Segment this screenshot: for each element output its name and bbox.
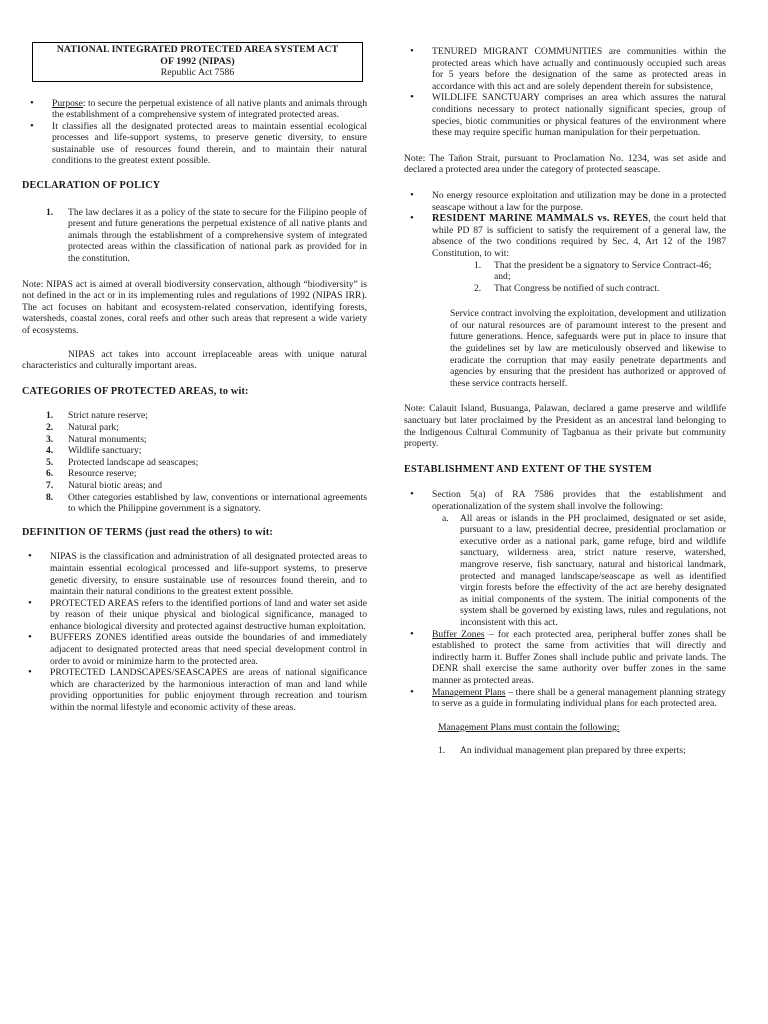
- conditions-list: [474, 260, 726, 295]
- declaration-list: [22, 207, 367, 265]
- category-text: Other categories established by law, conventions or international agreements to which the Philippine government is a signatory.: [68, 491, 367, 515]
- declaration-heading: DECLARATION OF POLICY: [22, 180, 161, 192]
- category-number: 4.: [46, 445, 54, 457]
- management-plan-item: [438, 745, 726, 757]
- title-subtitle: Republic Act 7586: [160, 67, 235, 78]
- category-number: 2.: [46, 421, 54, 433]
- condition-item: [474, 260, 726, 283]
- tanon-bullets: [404, 190, 726, 260]
- categories-list: [22, 410, 367, 514]
- management-plans-label: Management Plans: [432, 686, 506, 698]
- category-text: Strict nature reserve;: [68, 410, 148, 422]
- title-box: [32, 42, 363, 82]
- category-item: [22, 492, 367, 515]
- intro-bullets: [24, 98, 367, 168]
- category-number: 1.: [46, 410, 54, 422]
- category-text: Protected landscape ad seascapes;: [68, 456, 199, 468]
- declaration-item-text: The law declares it as a policy of the state to secure for the Filipino people of present and future generations the perpetual existence of all native plants and animals through the establishment of a comprehensive system of integrated protected areas within the classification of national park as provided for in the constitution.: [68, 206, 367, 265]
- title-line-1: NATIONAL INTEGRATED PROTECTED AREA SYSTEM ACT: [56, 44, 339, 55]
- management-plans-text: – there shall be a general management planning strategy to serve as a guide in formulating individual plans for each protected area.: [432, 686, 726, 710]
- category-number: 7.: [46, 479, 54, 491]
- management-plans-list: [404, 745, 726, 757]
- section-5a-text: Section 5(a) of RA 7586 provides that the establishment and operationalization of the system shall involve the following:: [432, 489, 726, 512]
- definition-buffer-zones: • BUFFERS ZONES identified areas outside the boundaries of and immediately adjacent to designated protected areas that need special development control in order to avoid or minimize harm to the protected area.: [22, 632, 367, 667]
- category-text: Wildlife sanctuary;: [68, 445, 142, 457]
- case-text: , the court held that while PD 87 is sufficient to satisfy the requirement of a general law, the absence of the two conditions required by Sec. 4, Art 12 of the 1987 Constitution, to wit:: [432, 213, 726, 259]
- purpose-label: Purpose: [52, 97, 83, 109]
- declaration-item-number: 1.: [46, 206, 54, 218]
- category-item: [22, 422, 367, 434]
- definition-nipas: • NIPAS is the classification and administration of all designated protected areas to maintain essential ecological processed and life-support systems, to preserve genetic diversity, to ensure sustainable use of resources found therein, and to maintain their natural conditions to the greatest extent possible.: [22, 551, 367, 597]
- management-plan-text: An individual management plan prepared by three experts;: [460, 745, 686, 757]
- section-5a-bullet: [404, 489, 726, 628]
- nipas-note-2: NIPAS act takes into account irreplaceable areas with unique natural characteristics and culturally important areas.: [22, 348, 367, 372]
- management-plan-number: 1.: [438, 745, 446, 757]
- category-number: 3.: [46, 433, 54, 445]
- management-plans-bullet: [404, 687, 726, 710]
- service-contract-paragraph: Service contract involving the exploitation, development and utilization of our natural resources are of paramount interest to the present and future generations. Hence, safeguards were put in place to insure that the guidelines set by law are meticulously observed and likewise to eradicate the corruption that may easily penetrate departments and agencies by ensuring that the president has authorized or approved of these service contracts herself.: [450, 308, 726, 389]
- categories-heading: CATEGORIES OF PROTECTED AREAS, to wit:: [22, 385, 249, 397]
- condition-number: 2.: [474, 282, 482, 294]
- category-item: [22, 457, 367, 469]
- category-number: 8.: [46, 491, 54, 503]
- calauit-note: Note: Calauit Island, Busuanga, Palawan, declared a game preserve and wildlife sanctuary but later proclaimed by the President as an ancestral land belonging to the Indigenous Cultural Community of Tagbanua as their private but community property.: [404, 403, 726, 450]
- definition-protected-areas: • PROTECTED AREAS refers to the identified portions of land and water set aside by reason of their unique physical and biological significance, managed to enhance biological diversity and protected against destructive human exploitation.: [22, 598, 367, 633]
- establishment-heading: ESTABLISHMENT AND EXTENT OF THE SYSTEM: [404, 463, 652, 475]
- management-plans-subheading: Management Plans must contain the following:: [438, 721, 620, 733]
- condition-item: [474, 283, 726, 295]
- energy-bullet: • No energy resource exploitation and utilization may be done in a protected seascape without a law for the purpose.: [404, 190, 726, 213]
- definitions-list-continued: [404, 46, 726, 139]
- tanon-note: Note: The Tañon Strait, pursuant to Proclamation No. 1234, was set aside and declared a protected area under the category of protected seascape.: [404, 152, 726, 176]
- category-item: [22, 434, 367, 446]
- category-text: Natural monuments;: [68, 433, 147, 445]
- category-number: 6.: [46, 468, 54, 480]
- category-text: Natural park;: [68, 421, 119, 433]
- buffer-zones-label: Buffer Zones: [432, 628, 485, 640]
- condition-number: 1.: [474, 259, 482, 271]
- condition-text: That the president be a signatory to Service Contract-46; and;: [494, 259, 712, 283]
- left-column: [22, 0, 367, 714]
- classification-bullet: • It classifies all the designated protected areas to maintain essential ecological processes and life-support systems, to preserve genetic diversity, to ensure sustainable use of resources found therein, and to maintain their natural conditions to the greatest extent possible.: [24, 121, 367, 167]
- buffer-zones-bullet: [404, 629, 726, 687]
- sub-item-a: [442, 513, 726, 629]
- declaration-item: [22, 207, 367, 265]
- category-item: [22, 468, 367, 480]
- category-item: [22, 480, 367, 492]
- category-item: [22, 445, 367, 457]
- purpose-text: : to secure the perpetual existence of all native plants and animals through the establishment of a comprehensive system of integrated protected areas.: [52, 97, 367, 121]
- sub-item-a-text: All areas or islands in the PH proclaimed, designated or set aside, pursuant to a law, presidential decree, presidential proclamation or executive order as a national park, game refuge, bird and wildlife sanctuary, wilderness area, strict nature reserve, watershed, mangrove reserve, fish sanctuary, natural and historical landmark, protected and managed landscape/seascape as well as identified virgin forests before the effectivity of the act are hereby designated as initial components of the system. The initial components of the system shall be governed by existing laws, rules and regulations, not inconsistent with this act.: [460, 512, 726, 628]
- definition-tenured-migrant: • TENURED MIGRANT COMMUNITIES are communities within the protected areas which have actually and continuously occupied such areas for 5 years before the designation of the same as protected areas in accordance with this act and are solely dependent therein for subsistence,: [404, 46, 726, 92]
- case-bullet: [404, 213, 726, 259]
- establishment-bullets: [404, 489, 726, 709]
- case-title: RESIDENT MARINE MAMMALS vs. REYES: [432, 213, 649, 225]
- right-column: [404, 0, 726, 757]
- condition-text: That Congress be notified of such contract.: [494, 282, 660, 294]
- category-text: Natural biotic areas; and: [68, 479, 163, 491]
- sub-item-a-label: a.: [442, 512, 449, 524]
- definitions-heading: DEFINITION OF TERMS (just read the others) to wit:: [22, 526, 273, 538]
- definition-wildlife-sanctuary: • WILDLIFE SANCTUARY comprises an area which assures the natural conditions necessary to protect nationally significant species, group of species, biotic communities or physical features of the environment where these may require specific human manipulation for their perpetuation.: [404, 92, 726, 138]
- category-text: Resource reserve;: [68, 468, 137, 480]
- definition-landscapes-seascapes: • PROTECTED LANDSCAPES/SEASCAPES are areas of national significance which are characterized by the harmonious interaction of man and land while providing opportunities for public enjoyment through recreation and tourism within the normal lifestyle and economic activity of these areas.: [22, 667, 367, 713]
- nipas-note-1: Note: NIPAS act is aimed at overall biodiversity conservation, although “biodiversity” is not defined in the act or in its implementing rules and regulations of 1992 (NIPAS IRR). The act focuses on habitant and ecosystem-related conservation, identifying forests, watersheds, coastal zones, coral reefs and other such areas that represent a wide variety of ecosystems.: [22, 278, 367, 336]
- category-number: 5.: [46, 456, 54, 468]
- title-line-2: OF 1992 (NIPAS): [160, 55, 235, 67]
- buffer-zones-text: – for each protected area, peripheral buffer zones shall be established to protect the same from activities that will directly and indirectly harm it. Buffer Zones shall include public and private lands. The DENR shall exercise the same authority over buffer zones in the same manner as protected areas.: [432, 628, 726, 686]
- purpose-bullet: [24, 98, 367, 121]
- category-item: [22, 410, 367, 422]
- definitions-list: [22, 551, 367, 713]
